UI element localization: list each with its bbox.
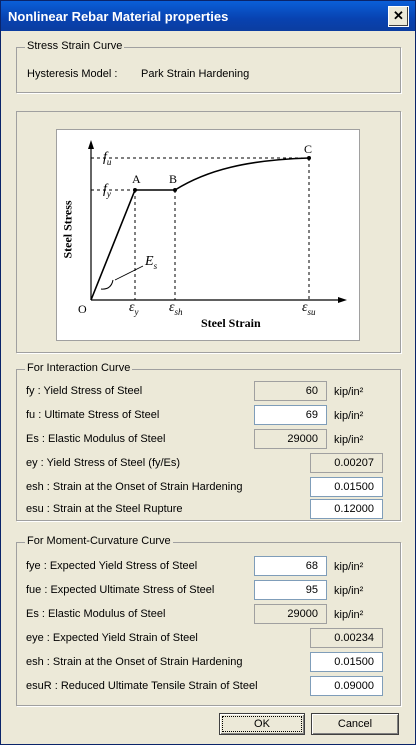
stress-strain-group-title: Stress Strain Curve xyxy=(27,40,123,52)
point-a-label: A xyxy=(132,172,141,186)
moment-group-title: For Moment-Curvature Curve xyxy=(27,535,171,547)
moment-label-1: fue : Expected Ultimate Stress of Steel xyxy=(26,584,215,596)
interaction-input-0: 60 xyxy=(254,381,327,401)
interaction-label-2: Es : Elastic Modulus of Steel xyxy=(26,433,166,445)
interaction-group-title: For Interaction Curve xyxy=(27,362,131,374)
interaction-input-4[interactable]: 0.01500 xyxy=(310,477,383,497)
interaction-input-2: 29000 xyxy=(254,429,327,449)
moment-label-3: eye : Expected Yield Strain of Steel xyxy=(26,632,198,644)
point-b-marker xyxy=(173,188,177,192)
ey-label: $\varepsilon_y$ xyxy=(129,300,139,317)
y-axis-label: Steel Stress xyxy=(60,200,75,259)
esh-label: $\varepsilon_{sh}$ xyxy=(169,300,183,317)
stress-strain-curve xyxy=(91,158,309,300)
moment-unit-2: kip/in² xyxy=(334,609,364,621)
x-axis-arrow xyxy=(338,297,347,303)
stress-strain-group xyxy=(16,40,401,93)
modulus-leader xyxy=(115,266,143,280)
moment-input-5[interactable]: 0.09000 xyxy=(310,676,383,696)
moment-unit-1: kip/in² xyxy=(334,585,364,597)
modulus-arc xyxy=(101,280,113,289)
interaction-input-5[interactable]: 0.12000 xyxy=(310,499,383,519)
es-label: $E_s$ xyxy=(145,254,158,271)
moment-label-2: Es : Elastic Modulus of Steel xyxy=(26,608,166,620)
interaction-label-1: fu : Ultimate Stress of Steel xyxy=(26,409,160,421)
interaction-input-3: 0.00207 xyxy=(310,453,383,473)
esu-label: $\varepsilon_{su}$ xyxy=(302,300,316,317)
origin-label: O xyxy=(78,302,87,316)
title-bar[interactable] xyxy=(1,1,415,31)
cancel-button[interactable]: Cancel xyxy=(311,713,399,735)
hysteresis-model-value: Park Strain Hardening xyxy=(141,68,250,80)
moment-input-4[interactable]: 0.01500 xyxy=(310,652,383,672)
fy-label: $f_y$ xyxy=(103,182,111,199)
close-button[interactable] xyxy=(388,6,409,27)
fu-label: $f_u$ xyxy=(103,150,112,167)
interaction-label-0: fy : Yield Stress of Steel xyxy=(26,385,143,397)
moment-input-0[interactable]: 68 xyxy=(254,556,327,576)
interaction-label-4: esh : Strain at the Onset of Strain Hardening xyxy=(26,481,243,493)
stress-strain-diagram xyxy=(56,129,360,341)
ok-button[interactable]: OK xyxy=(219,713,305,735)
moment-input-2: 29000 xyxy=(254,604,327,624)
moment-input-1[interactable]: 95 xyxy=(254,580,327,600)
point-a-marker xyxy=(133,188,137,192)
hysteresis-model-label: Hysteresis Model : xyxy=(27,68,118,80)
x-axis-label: Steel Strain xyxy=(201,316,261,330)
moment-label-4: esh : Strain at the Onset of Strain Hardening xyxy=(26,656,243,668)
point-c-label: C xyxy=(304,142,313,156)
moment-unit-0: kip/in² xyxy=(334,561,364,573)
interaction-unit-2: kip/in² xyxy=(334,434,364,446)
window-title: Nonlinear Rebar Material properties xyxy=(8,9,229,24)
close-icon: ✕ xyxy=(393,8,404,23)
interaction-input-1[interactable]: 69 xyxy=(254,405,327,425)
point-b-label: B xyxy=(169,172,178,186)
y-axis-arrow xyxy=(88,140,94,149)
interaction-label-5: esu : Strain at the Steel Rupture xyxy=(26,503,183,515)
moment-label-5: esuR : Reduced Ultimate Tensile Strain of Steel xyxy=(26,680,258,692)
interaction-unit-0: kip/in² xyxy=(334,386,364,398)
interaction-unit-1: kip/in² xyxy=(334,410,364,422)
interaction-label-3: ey : Yield Stress of Steel (fy/Es) xyxy=(26,457,181,469)
moment-input-3: 0.00234 xyxy=(310,628,383,648)
moment-label-0: fye : Expected Yield Stress of Steel xyxy=(26,560,198,572)
